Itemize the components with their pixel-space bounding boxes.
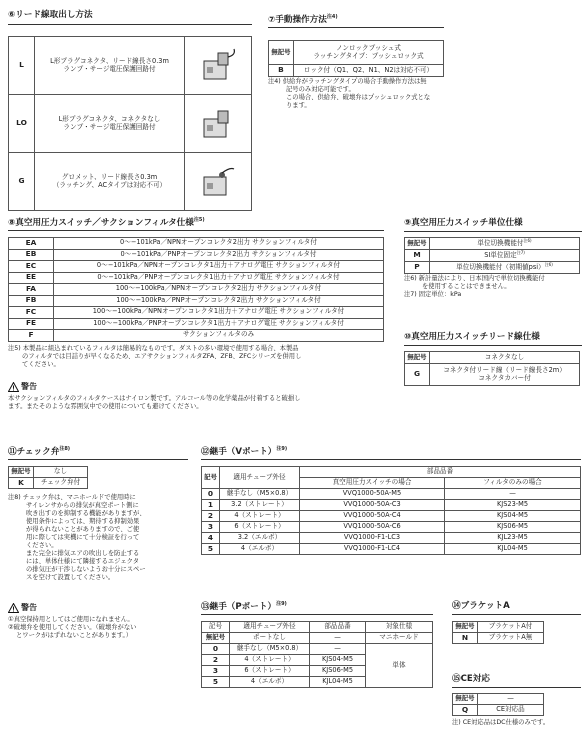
lead-image-cell bbox=[185, 153, 252, 211]
fittingp-code: 3 bbox=[202, 666, 230, 677]
check-note-line: ください。 bbox=[26, 542, 58, 550]
fittingv-head: 記号 bbox=[202, 467, 220, 489]
fittingv-filter: KJL04-M5 bbox=[445, 544, 581, 555]
lead-code: LO bbox=[9, 95, 35, 153]
fittingp-code: 5 bbox=[202, 677, 230, 688]
check-warning-heading: 警告 bbox=[8, 603, 37, 613]
fittingp-code: 0 bbox=[202, 644, 230, 655]
divider bbox=[8, 24, 252, 25]
fittingp-part: — bbox=[310, 644, 366, 655]
fittingv-tube: 3.2（ストレート） bbox=[220, 500, 300, 511]
fittingp-part: KJL04-M5 bbox=[310, 677, 366, 688]
fittingv-filter: KJL23-M5 bbox=[445, 533, 581, 544]
table-row bbox=[405, 352, 580, 364]
fittingp-tube: 継手なし（M5×0.8） bbox=[230, 644, 310, 655]
table-row bbox=[453, 694, 544, 705]
fittingv-table bbox=[201, 466, 581, 555]
table-row bbox=[9, 284, 384, 296]
table-row bbox=[202, 533, 581, 544]
bracket-table bbox=[452, 621, 544, 644]
check-note-line: 使用条件によっては、期待する抑制効果 bbox=[26, 518, 140, 526]
lead-code: L bbox=[9, 37, 35, 95]
check-desc: チェック弁付 bbox=[34, 478, 88, 489]
check-note-line: 用に際しては実機にて十分検証を行って bbox=[26, 534, 140, 542]
fittingv-filter: KJS04-M5 bbox=[445, 511, 581, 522]
table-row bbox=[269, 65, 444, 77]
table-row bbox=[202, 467, 581, 478]
fittingv-sw: VVQ1000-50A-M5 bbox=[300, 489, 445, 500]
warning-triangle-icon bbox=[8, 382, 19, 392]
vacuum-desc: 0〜−101kPa／PNPオープンコレクタ2出力 サクションフィルタ付 bbox=[54, 249, 384, 261]
fittingp-head: 記号 bbox=[202, 622, 230, 633]
vacuum-desc: 100〜−100kPa／PNPオープンコレクタ1出力＋アナログ電圧 サクションフィルタ付 bbox=[54, 318, 384, 330]
fittingv-sw: VVQ1000-50A-C3 bbox=[300, 500, 445, 511]
vacuum-desc: 0〜−101kPa／NPNオープンコレクタ1出力＋アナログ電圧 サクションフィルタ付 bbox=[54, 261, 384, 273]
unit-table bbox=[404, 237, 580, 274]
check-title: ⑪チェック弁$^{注8)}$ bbox=[8, 446, 71, 457]
table-row bbox=[202, 622, 433, 633]
fittingv-head: 部品品番 bbox=[300, 467, 581, 478]
fittingv-code: 2 bbox=[202, 511, 220, 522]
table-row bbox=[405, 238, 580, 250]
bracket-desc: ブラケットA付 bbox=[478, 622, 544, 633]
table-row bbox=[405, 250, 580, 262]
vacuum-code: FE bbox=[9, 318, 54, 330]
fittingv-sw: VVQ1000-50A-C4 bbox=[300, 511, 445, 522]
vacuum-code: EE bbox=[9, 272, 54, 284]
manual-note: 注4) 供給弁がラッチングタイプの場合手動操作方法は無 記号のみ対応可能です。 この場合、供給弁、破壊弁はプッシュロック式とな ります。 bbox=[268, 78, 431, 110]
vacuum-title: ⑧真空用圧力スイッチ／サクションフィルタ仕様$^{注5)}$ bbox=[8, 217, 205, 228]
check-note-line: スを空けて設置してください。 bbox=[26, 574, 115, 582]
table-row bbox=[9, 272, 384, 284]
manual-code: B bbox=[269, 65, 294, 77]
leadsw-desc: コネクタなし bbox=[430, 352, 580, 364]
table-row bbox=[202, 644, 433, 655]
manual-title: ⑦手動操作方法$^{注4)}$ bbox=[268, 14, 338, 25]
fittingp-head: 対象仕様 bbox=[366, 622, 433, 633]
grommet-icon bbox=[198, 163, 238, 201]
unit-code: 無記号 bbox=[405, 238, 430, 250]
table-row bbox=[9, 467, 88, 478]
fittingv-code: 0 bbox=[202, 489, 220, 500]
manual-table bbox=[268, 40, 444, 77]
vacuum-code: FC bbox=[9, 307, 54, 319]
fittingp-head: 適用チューブ外径 bbox=[230, 622, 310, 633]
vacuum-desc: 100〜−100kPa／NPNオープンコレクタ2出力 サクションフィルタ付 bbox=[54, 284, 384, 296]
fittingv-tube: 4（エルボ） bbox=[220, 544, 300, 555]
fittingp-tube: 4（エルボ） bbox=[230, 677, 310, 688]
vacuum-note: 注5) 本製品に組込まれているフィルタは簡易的なものです。ダストの多い環境で使用する場合、本製品 のフィルタでは目詰りが早くなるため、エアサクションフィルタZFA、ZFB、ZFCシリーズを併用し てください。 bbox=[8, 345, 302, 369]
fittingv-code: 4 bbox=[202, 533, 220, 544]
fittingv-code: 3 bbox=[202, 522, 220, 533]
ce-desc: — bbox=[478, 694, 544, 705]
unit-desc: SI単位固定$^{注7)}$ bbox=[430, 250, 580, 262]
table-row bbox=[9, 249, 384, 261]
unit-code: M bbox=[405, 250, 430, 262]
fittingv-tube: 4（ストレート） bbox=[220, 511, 300, 522]
lead-desc: L形プラグコネクタ、コネクタなし ランプ・サージ電圧保護回路付 bbox=[35, 95, 185, 153]
unit-note: 注6) 新計量法により、日本国内で単位切換機能付 を使用することはできません。 注7) 固定単位：kPa bbox=[404, 275, 545, 299]
fittingp-head: 部品品番 bbox=[310, 622, 366, 633]
fittingp-title: ⑬継手（Pポート）$^{注9)}$ bbox=[201, 601, 287, 612]
divider bbox=[201, 614, 433, 615]
vacuum-desc: 0〜−101kPa／PNPオープンコレクタ1出力＋アナログ電圧 サクションフィルタ付 bbox=[54, 272, 384, 284]
unit-desc: 単位切換機能付（初期値psi）$^{注6)}$ bbox=[430, 262, 580, 274]
fittingv-head: 適用チューブ外径 bbox=[220, 467, 300, 489]
table-row bbox=[453, 622, 544, 633]
bracket-desc: ブラケットA無 bbox=[478, 633, 544, 644]
table-row bbox=[202, 511, 581, 522]
fittingv-tube: 継手なし（M5×0.8） bbox=[220, 489, 300, 500]
table-row bbox=[9, 95, 252, 153]
fittingp-code: 無記号 bbox=[202, 633, 230, 644]
ce-title: ⑮CE対応 bbox=[452, 674, 490, 684]
connector-l-lead-icon bbox=[198, 47, 238, 85]
fittingv-filter: KJS23-M5 bbox=[445, 500, 581, 511]
lead-table bbox=[8, 36, 252, 211]
check-code: 無記号 bbox=[9, 467, 34, 478]
vacuum-code: EB bbox=[9, 249, 54, 261]
fittingp-part: KJS04-M5 bbox=[310, 655, 366, 666]
ce-code: Q bbox=[453, 705, 478, 716]
fittingv-tube: 6（ストレート） bbox=[220, 522, 300, 533]
fittingv-sw: VVQ1000-F1-LC3 bbox=[300, 533, 445, 544]
vacuum-desc: サクションフィルタのみ bbox=[54, 330, 384, 342]
fittingp-part: — bbox=[310, 633, 366, 644]
check-note-line: また完全に排気エアの吹出しを防止する bbox=[26, 550, 140, 558]
divider bbox=[404, 345, 582, 346]
lead-image-cell bbox=[185, 95, 252, 153]
check-desc: なし bbox=[34, 467, 88, 478]
ce-desc: CE対応品 bbox=[478, 705, 544, 716]
table-row bbox=[9, 318, 384, 330]
vacuum-desc: 100〜−100kPa／PNPオープンコレクタ2出力 サクションフィルタ付 bbox=[54, 295, 384, 307]
fittingp-tube: ポートなし bbox=[230, 633, 310, 644]
check-note-line: サイレンサからの排気が真空ポート側に bbox=[26, 502, 139, 510]
fittingv-sw: VVQ1000-50A-C6 bbox=[300, 522, 445, 533]
leadsw-table bbox=[404, 351, 580, 386]
lead-desc: グロメット、リード線長さ0.3m （ラッチング、ACタイプは対応不可） bbox=[35, 153, 185, 211]
table-row bbox=[405, 262, 580, 274]
fittingv-code: 5 bbox=[202, 544, 220, 555]
fittingp-table bbox=[201, 621, 433, 688]
table-row bbox=[9, 261, 384, 273]
fittingv-title: ⑫継手（Vポート）$^{注9)}$ bbox=[201, 446, 288, 457]
bracket-title: ⑭ブラケットA bbox=[452, 601, 510, 611]
table-row bbox=[453, 633, 544, 644]
fittingv-filter: — bbox=[445, 489, 581, 500]
ce-code: 無記号 bbox=[453, 694, 478, 705]
unit-title: ⑨真空用圧力スイッチ単位仕様 bbox=[404, 218, 523, 228]
lead-code: G bbox=[9, 153, 35, 211]
divider bbox=[201, 459, 581, 460]
table-row bbox=[9, 330, 384, 342]
vacuum-warning-heading: 警告 bbox=[8, 382, 37, 392]
table-row bbox=[202, 489, 581, 500]
bracket-code: N bbox=[453, 633, 478, 644]
check-code: K bbox=[9, 478, 34, 489]
ce-note: 注) CE対応品はDC仕様のみです。 bbox=[452, 719, 550, 726]
check-note-line: には、単体仕様にて隣接するエジェクタ bbox=[26, 558, 140, 566]
vacuum-code: F bbox=[9, 330, 54, 342]
fittingp-spec-merged: 単体 bbox=[366, 644, 433, 688]
vacuum-desc: 100〜−100kPa／NPNオープンコレクタ1出力＋アナログ電圧 サクションフィルタ付 bbox=[54, 307, 384, 319]
check-note-line: 吹き出すのを抑制する機能がありますが、 bbox=[26, 510, 146, 518]
check-note-line: が得られないことがありますので、ご使 bbox=[26, 526, 140, 534]
fittingv-head: 真空用圧力スイッチの場合 bbox=[300, 478, 445, 489]
fittingp-tube: 4（ストレート） bbox=[230, 655, 310, 666]
table-row bbox=[9, 37, 252, 95]
check-note-line: の排気圧が干渉しないようお十分にスペー bbox=[26, 566, 146, 574]
fittingp-part: KJS06-M5 bbox=[310, 666, 366, 677]
fittingv-filter: KJS06-M5 bbox=[445, 522, 581, 533]
vacuum-code: EC bbox=[9, 261, 54, 273]
fittingp-tube: 6（ストレート） bbox=[230, 666, 310, 677]
lead-image-cell bbox=[185, 37, 252, 95]
table-row bbox=[9, 478, 88, 489]
divider bbox=[268, 27, 444, 28]
vacuum-desc: 0〜−101kPa／NPNオープンコレクタ2出力 サクションフィルタ付 bbox=[54, 238, 384, 250]
table-row bbox=[405, 364, 580, 386]
divider bbox=[452, 687, 581, 688]
manual-desc: ノンロックプッシュ式 ラッチングタイプ：プッシュロック式 bbox=[294, 41, 444, 65]
ce-table bbox=[452, 693, 544, 716]
leadsw-code: G bbox=[405, 364, 430, 386]
manual-desc: ロック付（Q1、Q2、N1、N2は対応不可） bbox=[294, 65, 444, 77]
unit-desc: 単位切換機能付$^{注6)}$ bbox=[430, 238, 580, 250]
table-row bbox=[453, 705, 544, 716]
leadsw-desc: コネクタ付リード線（リード線長さ2m） コネクタカバー付 bbox=[430, 364, 580, 386]
fittingv-code: 1 bbox=[202, 500, 220, 511]
warning-triangle-icon bbox=[8, 603, 19, 613]
divider bbox=[452, 614, 581, 615]
unit-code: P bbox=[405, 262, 430, 274]
fittingp-spec: マニホールド bbox=[366, 633, 433, 644]
lead-title: ⑥リード線取出し方法 bbox=[8, 10, 93, 20]
vacuum-warning-text: 本サクションフィルタのフィルタケースはナイロン製です。アルコール等の化学薬品が付着すると破損し ます。またそのような雰囲気中での使用についても避けてください。 bbox=[8, 395, 301, 411]
table-row bbox=[9, 238, 384, 250]
table-row bbox=[202, 522, 581, 533]
table-row bbox=[202, 633, 433, 644]
leadsw-code: 無記号 bbox=[405, 352, 430, 364]
vacuum-code: EA bbox=[9, 238, 54, 250]
leadsw-title: ⑩真空用圧力スイッチリード線仕様 bbox=[404, 332, 540, 342]
fittingv-sw: VVQ1000-F1-LC4 bbox=[300, 544, 445, 555]
fittingv-tube: 3.2（エルボ） bbox=[220, 533, 300, 544]
check-table bbox=[8, 466, 88, 489]
divider bbox=[404, 231, 582, 232]
divider bbox=[8, 230, 384, 231]
bracket-code: 無記号 bbox=[453, 622, 478, 633]
table-row bbox=[269, 41, 444, 65]
divider bbox=[8, 459, 188, 460]
table-row bbox=[202, 500, 581, 511]
lead-desc: L形プラグコネクタ、リード線長さ0.3m ランプ・サージ電圧保護回路付 bbox=[35, 37, 185, 95]
fittingp-code: 2 bbox=[202, 655, 230, 666]
check-warning-text: ①真空保持用としてはご使用になれません。 ②破壊弁を使用してください。（破壊弁がない とワークがはずれないことがあります。） bbox=[8, 616, 137, 640]
table-row bbox=[9, 153, 252, 211]
vacuum-table bbox=[8, 237, 384, 342]
table-row bbox=[9, 307, 384, 319]
table-row bbox=[9, 295, 384, 307]
check-note bbox=[8, 494, 146, 583]
connector-l-no-lead-icon bbox=[198, 105, 238, 143]
fittingv-head: フィルタのみの場合 bbox=[445, 478, 581, 489]
vacuum-code: FB bbox=[9, 295, 54, 307]
manual-code: 無記号 bbox=[269, 41, 294, 65]
vacuum-code: FA bbox=[9, 284, 54, 296]
check-note-line: 注8) チェック弁は、マニホールドで使用時に bbox=[8, 494, 136, 501]
table-row bbox=[202, 544, 581, 555]
